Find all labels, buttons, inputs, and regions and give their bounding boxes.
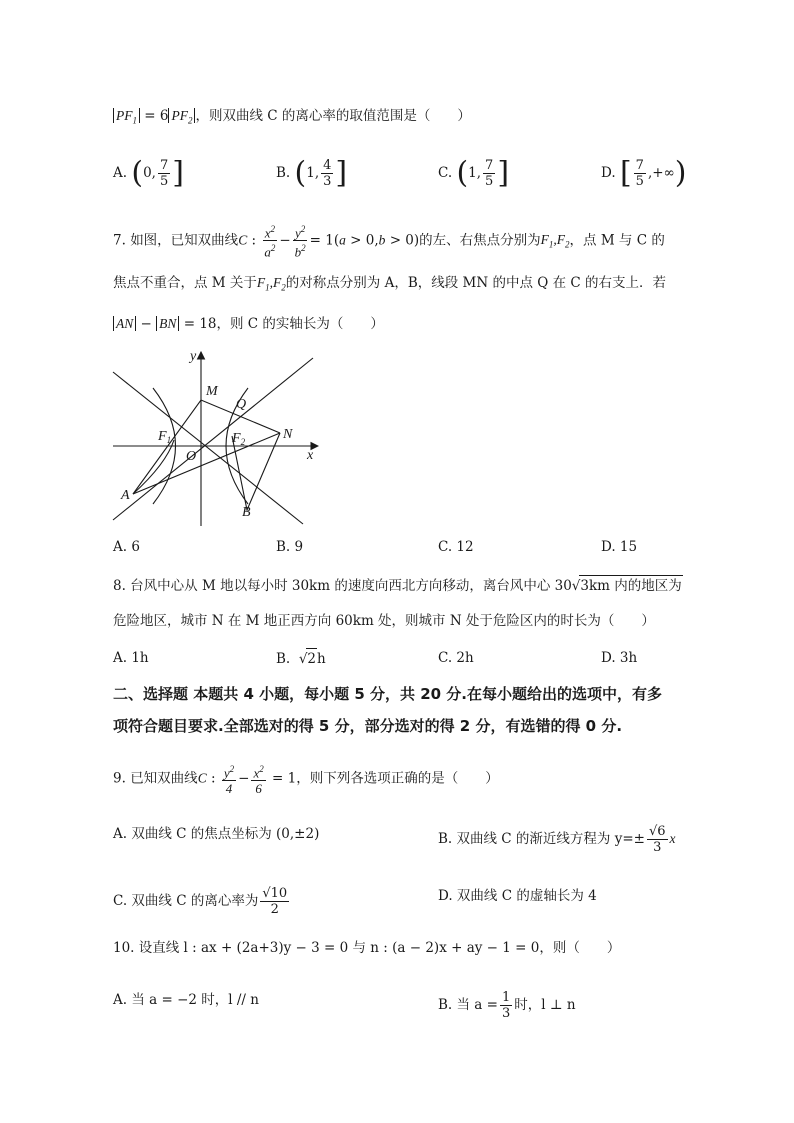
q6-a-num: 7 [159,158,169,173]
q8-b-unit: h [317,651,326,667]
q9-text-b: = 1，则下列各选项正确的是（ ） [267,770,499,787]
q6-d-num: 7 [635,158,644,173]
q7-number: 7. [113,232,126,249]
q7-frac-y [293,222,308,260]
q7-abs-an: AN [113,316,136,331]
q7-abs-bn: BN [156,316,179,331]
q9-frac-x-num: $x^2$ [253,764,264,781]
q9-option-c [113,886,291,917]
q7-option-b: B. 9 [276,539,304,555]
q6-b-frac [321,158,333,189]
q9-frac-y-den: 4 [225,781,233,797]
q6-b-close: ] [335,155,348,191]
q10-b-den: 3 [501,1006,511,1021]
q6-b-open: ( [294,155,307,191]
q10-b-tail: 时，l ⊥ n [514,997,576,1013]
q6-a-open: ( [131,155,144,191]
q8-line1 [113,575,683,596]
q6-b-val: 1, [306,165,320,181]
q7-foci-2: $F_1,F_2$ [256,275,286,293]
q9-b-text: B. 双曲线 C 的渐近线方程为 y=± [438,831,645,847]
q6-a-close: ] [172,155,184,191]
label-f1-text: F [158,429,167,444]
q8-option-d: D. 3h [601,650,638,666]
section2-line1: 二、选择题 本题共 4 小题，每小题 5 分，共 20 分.在每小题给出的选项中，有多 [113,685,663,703]
q9-b-den: 3 [653,840,662,855]
q9-b-frac [647,824,668,855]
q6-d-close: ) [674,155,687,191]
q6-d-open: [ [619,155,632,191]
q9-option-d: D. 双曲线 C 的虚轴长为 4 [438,888,597,904]
label-f2: $F_2$ [232,431,246,447]
q6-option-d [601,155,687,191]
q9-b-num: √6 [648,824,666,839]
section2-line2: 项符合题目要求.全部选对的得 5 分，部分选对的得 2 分，有选错的得 0 分. [113,717,623,735]
q9-c-num: √10 [262,886,288,901]
q6-d-label: D. [601,165,616,181]
label-q: Q [236,397,247,412]
q6-c-den: 5 [485,174,494,189]
q6-c-num: 7 [485,158,494,173]
label-m: M [206,384,218,399]
q7-line1: 7. 如图，已知双曲线C : $\frac{x^2}{a^2}$ − $\frac{y^2}{b^2}$ = 1(a > 0,b > 0)的左、右焦点分别为$F_1,F_2$，点 M 与 C 的 [113,224,665,260]
q6-d-frac [634,158,646,189]
q7-foci: $F_1,F_2$ [540,232,570,251]
q6-c-label: C. [438,165,453,181]
q8-sqrt-sign: √ [571,578,581,594]
q6-a-val: 0, [143,165,156,181]
label-a: A [121,488,130,503]
q7-text1c: ，点 M 与 C 的 [569,232,665,249]
q8-line1a: 8. 台风中心从 M 地以每小时 30km 的速度向西北方向移动，离台风中心 30 [113,578,572,594]
q9-frac-x [251,762,265,796]
q8-b-sqrt: 2 [306,648,317,669]
q6-pf1-text: PF [116,108,133,123]
q9-c-text: C. 双曲线 C 的离心率为 [113,893,259,909]
q10-option-b [438,990,576,1021]
q6-b-num: 4 [323,158,332,173]
q8-line2: 危险地区，城市 N 在 M 地正西方向 60km 处，则城市 N 处于危险区内的时长为（ ） [113,613,655,629]
q7-frac-x-num: $x^2$ [264,224,275,241]
q7-option-a: A. 6 [113,539,140,555]
q7-line2 [113,273,666,298]
q8-b-label: B. [276,651,291,667]
q6-b-den: 3 [323,174,332,189]
q6-stem-tail: ，则双曲线 C 的离心率的取值范围是（ ） [195,108,471,124]
q9-frac-x-den: 6 [255,781,262,797]
q10-b-frac [500,990,512,1021]
q7-option-d: D. 15 [601,539,638,555]
q7-figure [108,348,328,530]
label-f1: $F_1$ [158,429,172,445]
q6-c-val: 1, [468,165,482,181]
q9-number: 9. [113,770,126,787]
q7-frac-y-den: $b^2$ [294,243,306,260]
q7-frac-y-num: $y^2$ [295,224,306,241]
q6-b-label: B. [276,165,291,181]
q7-text2b: 的对称点分别为 A，B，线段 MN 的中点 Q 在 C 的右支上．若 [285,275,667,291]
q6-abs-pf1: $PF_1$ [113,108,140,123]
q10-stem: 10. 设直线 l : ax + (2a+3)y − 3 = 0 与 n : (a − 2)x + ay − 1 = 0，则（ ） [113,940,621,956]
label-b: B [242,505,251,520]
label-y: y [190,349,197,364]
q9-option-b: B. 双曲线 C 的渐近线方程为 y=± $\frac{√6}{3}$ x [438,824,676,855]
q8-option-b [276,648,326,669]
q7-text1: 如图，已知双曲线 [130,232,239,249]
q7-option-c: C. 12 [438,539,474,555]
q6-d-den: 5 [635,174,644,189]
q9-frac-y [222,762,236,796]
q7-text2: 焦点不重合，点 M 关于 [113,275,257,291]
q9-stem: 9. 已知双曲线C : $\frac{y^2}{4}$ − $\frac{x^2}{6}$ = 1，则下列各选项正确的是（ ） [113,764,499,797]
q6-pf2-text: PF [171,108,188,123]
q8-line1b: 3km 内的地区为 [579,575,682,596]
q6-option-a [113,155,184,191]
q9-frac-y-num: $y^2$ [223,764,235,781]
q6-a-frac [158,158,170,189]
q8-option-a: A. 1h [113,650,149,666]
q10-b-num: 1 [501,990,511,1005]
q7-text3: = 18，则 C 的实轴长为（ ） [179,316,384,332]
label-o: O [186,449,197,464]
q6-c-frac [483,158,495,189]
q9-text-a: 已知双曲线 [130,770,198,787]
q6-a-label: A. [113,165,128,181]
q6-option-c [438,155,510,191]
q6-a-den: 5 [159,174,169,189]
q7-curve-name: C [238,232,248,248]
q8-option-c: C. 2h [438,650,474,666]
label-x: x [307,448,314,463]
q6-abs-pf2: $PF_2$ [168,108,195,123]
q6-c-open: ( [456,155,469,191]
q6-c-close: ] [497,155,510,191]
q9-option-a: A. 双曲线 C 的焦点坐标为 (0,±2) [113,826,320,842]
q9-c-frac [260,886,289,917]
q9-c-den: 2 [270,902,279,917]
label-n: N [283,427,293,442]
q7-frac-x [262,222,277,260]
q7-text1b: 的左、右焦点分别为 [419,232,541,249]
q6-option-b [276,155,348,191]
q7-frac-x-den: $a^2$ [264,243,276,260]
q7-line3: AN − BN = 18，则 C 的实轴长为（ ） [113,314,384,334]
q10-b-text: B. 当 a = [438,997,498,1013]
q10-option-a: A. 当 a = −2 时，l // n [113,992,259,1008]
q6-cond-mid: = 6 [140,108,169,124]
q8-b-sqrt-sign: √ [298,651,308,667]
q6-stem [113,106,471,131]
label-f2-text: F [232,431,241,446]
q6-d-val: ,+∞ [647,165,675,181]
